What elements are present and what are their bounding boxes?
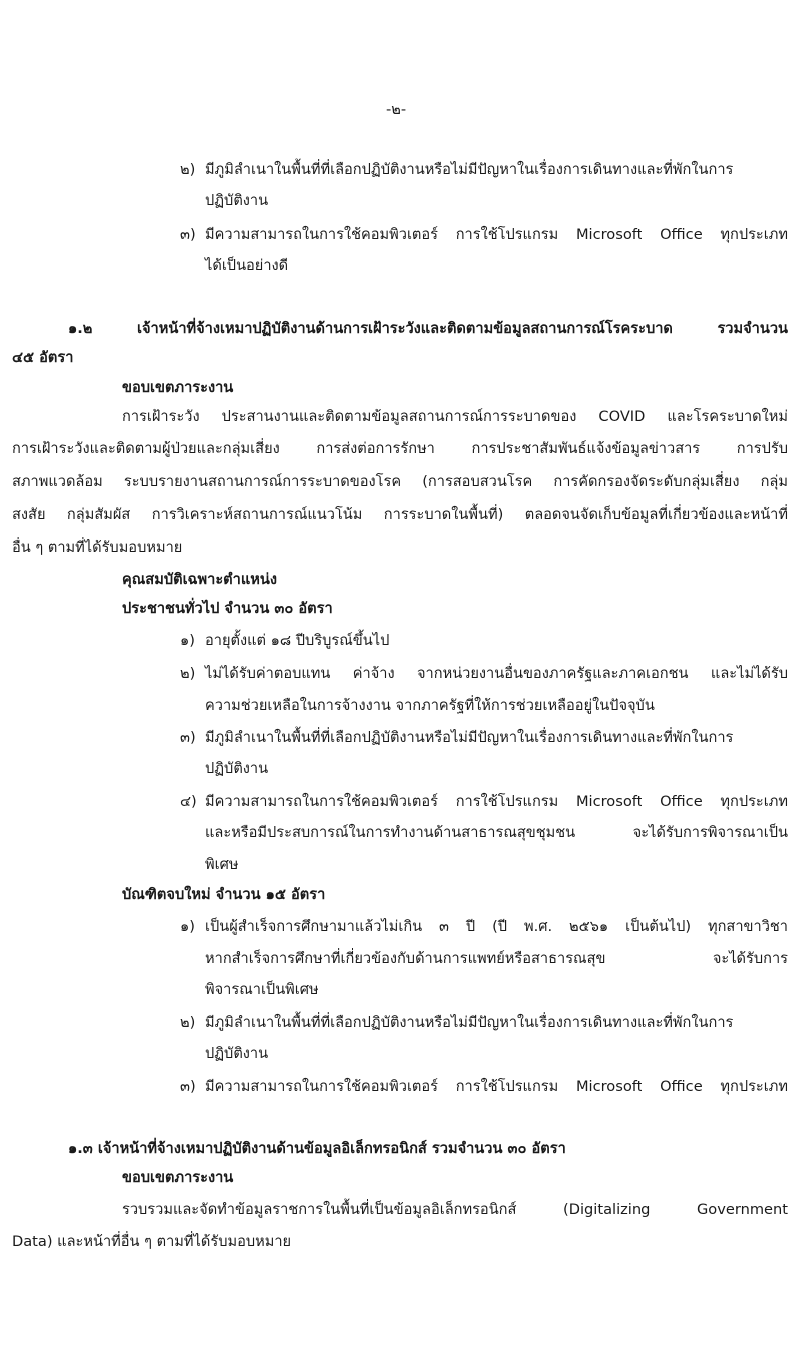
section-heading-cont: ๔๕ อัตรา	[12, 349, 74, 366]
list-item-line: มีภูมิลำเนาในพื้นที่ที่เลือกปฏิบัติงานหรือไม่มีปัญหาในเรื่องการเดินทางและที่พักในการ	[205, 1014, 734, 1031]
list-item-line: ปฏิบัติงาน	[205, 760, 269, 777]
qualification-title: คุณสมบัติเฉพาะตำแหน่ง	[122, 571, 277, 588]
scope-line: Data) และหน้าที่อื่น ๆ ตามที่ได้รับมอบหมาย	[12, 1233, 292, 1250]
list-item-line: อายุตั้งแต่ ๑๘ ปีบริบูรณ์ขึ้นไป	[205, 632, 390, 649]
list-item-line: พิจารณาเป็นพิเศษ	[205, 981, 319, 998]
scope-line: สภาพแวดล้อม ระบบรายงานสถานการณ์การระบาดของโรค (การสอบสวนโรค การคัดกรองจัดระดับกลุ่มเสี่ยง กลุ่ม	[12, 473, 788, 490]
scope-title: ขอบเขตภาระงาน	[122, 379, 234, 396]
scope-title: ขอบเขตภาระงาน	[122, 1169, 234, 1186]
list-number: ๓)	[180, 729, 196, 746]
scope-line: รวบรวมและจัดทำข้อมูลราชการในพื้นที่เป็นข้อมูลอิเล็กทรอนิกส์ (Digitalizing Government	[122, 1201, 788, 1218]
page-number: -๒-	[386, 101, 407, 118]
list-item-line: พิเศษ	[205, 856, 239, 873]
list-item-line: และหรือมีประสบการณ์ในการทำงานด้านสาธารณสุขชุมชน จะได้รับการพิจารณาเป็น	[205, 824, 788, 841]
list-item-line: มีภูมิลำเนาในพื้นที่ที่เลือกปฏิบัติงานหรือไม่มีปัญหาในเรื่องการเดินทางและที่พักในการ	[205, 729, 734, 746]
list-number: ๓)	[180, 1078, 196, 1095]
list-item-line: ความช่วยเหลือในการจ้างงาน จากภาครัฐที่ให้การช่วยเหลืออยู่ในปัจจุบัน	[205, 697, 655, 714]
list-number: ๑)	[180, 918, 195, 935]
new-graduate-title: บัณฑิตจบใหม่ จำนวน ๑๕ อัตรา	[122, 886, 326, 903]
section-heading: ๑.๒ เจ้าหน้าที่จ้างเหมาปฏิบัติงานด้านการเฝ้าระวังและติดตามข้อมูลสถานการณ์โรคระบาด รวมจำนวน	[68, 320, 788, 337]
general-public-title: ประชาชนทั่วไป จำนวน ๓๐ อัตรา	[122, 600, 333, 617]
list-item-line: ไม่ได้รับค่าตอบแทน ค่าจ้าง จากหน่วยงานอื่นของภาครัฐและภาคเอกชน และไม่ได้รับ	[205, 665, 788, 682]
list-item-line: ปฏิบัติงาน	[205, 1045, 269, 1062]
list-item-line: ปฏิบัติงาน	[205, 192, 269, 209]
list-item-line: หากสำเร็จการศึกษาที่เกี่ยวข้องกับด้านการแพทย์หรือสาธารณสุข จะได้รับการ	[205, 950, 788, 967]
scope-line: การเฝ้าระวังและติดตามผู้ป่วยและกลุ่มเสี่ยง การส่งต่อการรักษา การประชาสัมพันธ์แจ้งข้อมูลข่าวสาร การปรับ	[12, 440, 788, 457]
list-item-line: มีความสามารถในการใช้คอมพิวเตอร์ การใช้โปรแกรม Microsoft Office ทุกประเภท	[205, 1078, 788, 1095]
scope-line: อื่น ๆ ตามที่ได้รับมอบหมาย	[12, 539, 183, 556]
scope-line: สงสัย กลุ่มสัมผัส การวิเคราะห์สถานการณ์แนวโน้ม การระบาดในพื้นที่) ตลอดจนจัดเก็บข้อมูลที่เกี่ยวข้องและหน้าที่	[12, 506, 788, 523]
list-number: ๒)	[180, 1014, 196, 1031]
list-number: ๒)	[180, 665, 196, 682]
section-heading: ๑.๓ เจ้าหน้าที่จ้างเหมาปฏิบัติงานด้านข้อมูลอิเล็กทรอนิกส์ รวมจำนวน ๓๐ อัตรา	[68, 1140, 566, 1157]
list-item-line: เป็นผู้สำเร็จการศึกษามาแล้วไม่เกิน ๓ ปี (ปี พ.ศ. ๒๕๖๑ เป็นต้นไป) ทุกสาขาวิชา	[205, 918, 788, 935]
list-number: ๔)	[180, 793, 197, 810]
scope-line: การเฝ้าระวัง ประสานงานและติดตามข้อมูลสถานการณ์การระบาดของ COVID และโรคระบาดใหม่	[122, 408, 788, 425]
list-item-line: มีความสามารถในการใช้คอมพิวเตอร์ การใช้โปรแกรม Microsoft Office ทุกประเภท	[205, 226, 788, 243]
list-number: ๓)	[180, 226, 196, 243]
list-number: ๒)	[180, 161, 196, 178]
list-item-line: มีภูมิลำเนาในพื้นที่ที่เลือกปฏิบัติงานหรือไม่มีปัญหาในเรื่องการเดินทางและที่พักในการ	[205, 161, 734, 178]
list-number: ๑)	[180, 632, 195, 649]
list-item-line: มีความสามารถในการใช้คอมพิวเตอร์ การใช้โปรแกรม Microsoft Office ทุกประเภท	[205, 793, 788, 810]
list-item-line: ได้เป็นอย่างดี	[205, 257, 289, 274]
